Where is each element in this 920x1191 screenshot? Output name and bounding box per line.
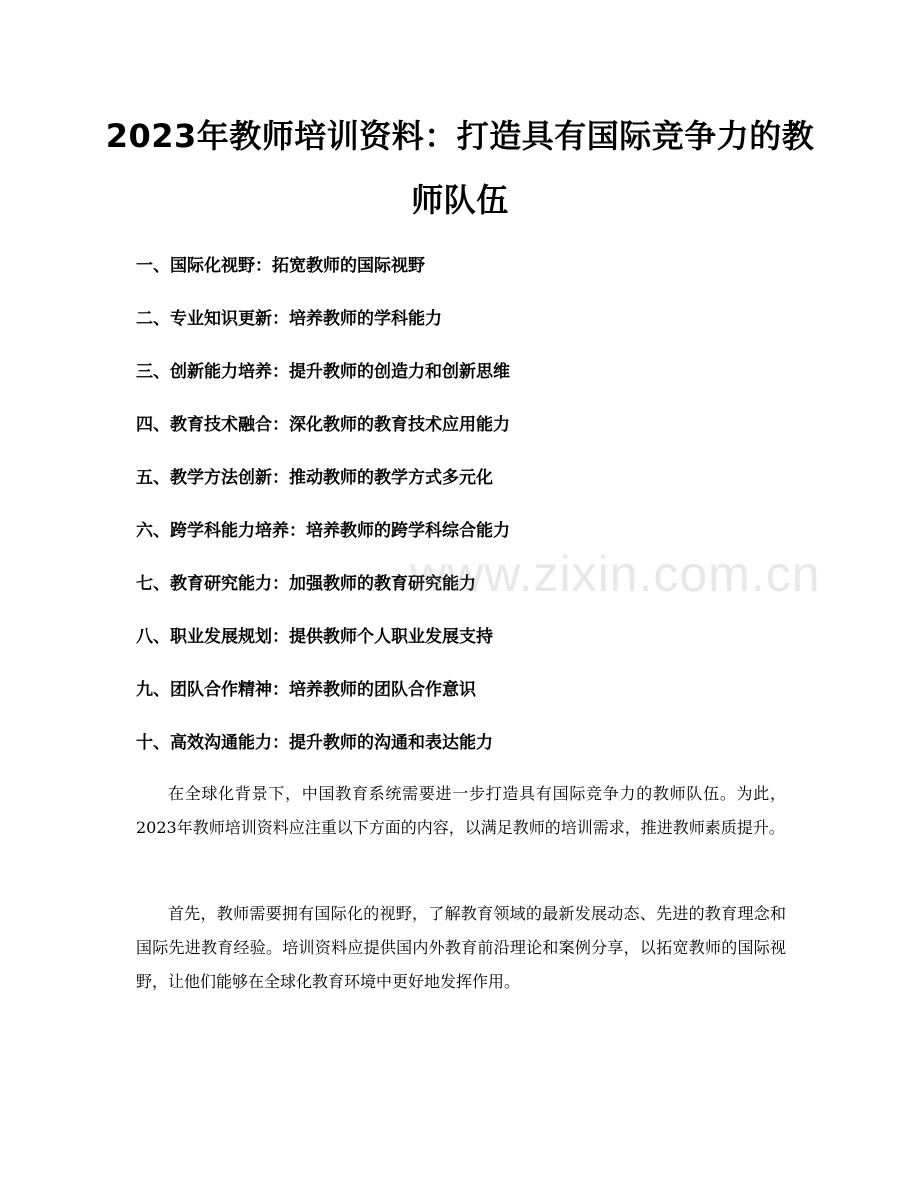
outline-list [136, 248, 796, 778]
outline-item: 三、创新能力培养：提升教师的创造力和创新思维 [136, 362, 510, 382]
outline-item: 五、教学方法创新：推动教师的教学方式多元化 [136, 468, 493, 488]
outline-item: 七、教育研究能力：加强教师的教育研究能力 [136, 574, 476, 594]
outline-item: 八、职业发展规划：提供教师个人职业发展支持 [136, 627, 493, 647]
outline-item: 二、专业知识更新：培养教师的学科能力 [136, 309, 442, 329]
body-paragraph: 首先，教师需要拥有国际化的视野，了解教育领域的最新发展动态、先进的教育理念和国际先进教育经验。培训资料应提供国内外教育前沿理论和案例分享，以拓宽教师的国际视野，让他们能够在全球化教育环境中更好地发挥作用。 [136, 904, 786, 991]
outline-item: 六、跨学科能力培养：培养教师的跨学科综合能力 [136, 521, 510, 541]
outline-item: 九、团队合作精神：培养教师的团队合作意识 [136, 680, 476, 700]
outline-item: 十、高效沟通能力：提升教师的沟通和表达能力 [136, 733, 493, 753]
outline-item: 四、教育技术融合：深化教师的教育技术应用能力 [136, 415, 510, 435]
document-title: 2023年教师培训资料：打造具有国际竞争力的教师队伍 [105, 117, 815, 219]
outline-item: 一、国际化视野：拓宽教师的国际视野 [136, 256, 425, 276]
body-paragraph: 在全球化背景下，中国教育系统需要进一步打造具有国际竞争力的教师队伍。为此，2023年教师培训资料应注重以下方面的内容，以满足教师的培训需求，推进教师素质提升。 [136, 784, 786, 837]
watermark: www.zixin.com.cn [410, 546, 821, 602]
